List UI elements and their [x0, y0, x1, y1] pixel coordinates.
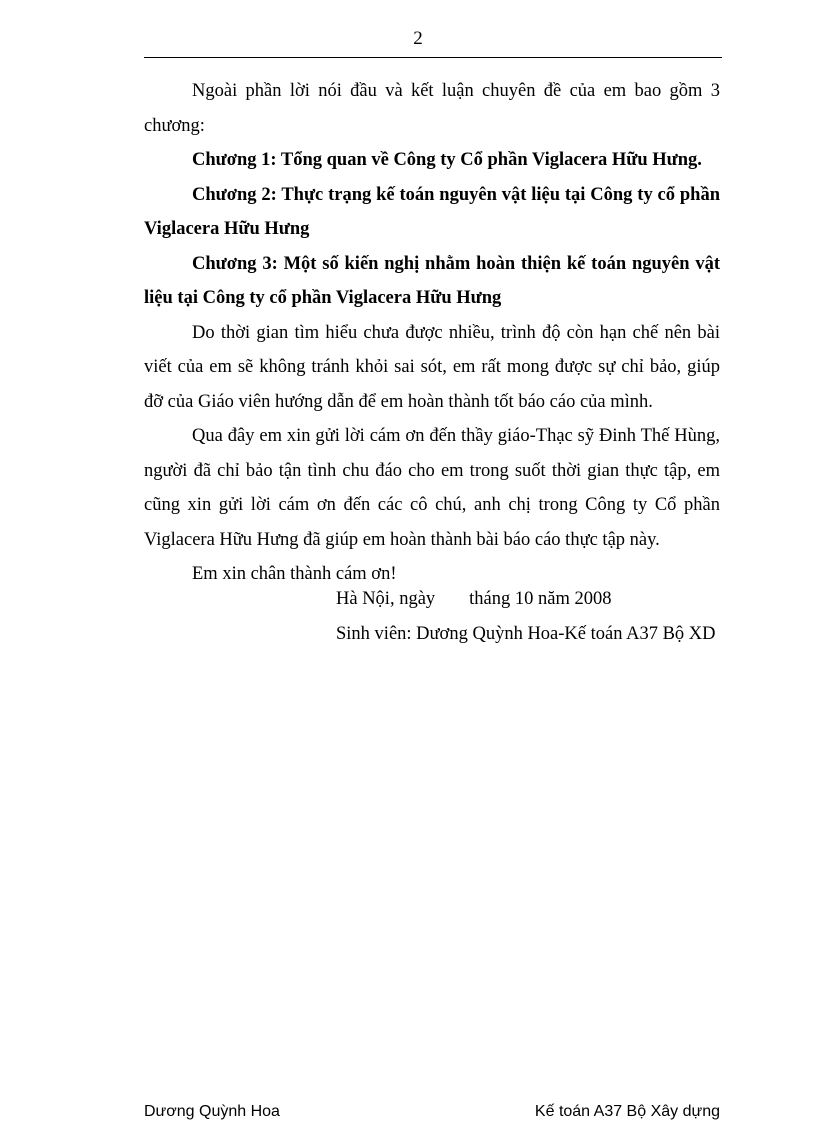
chapter-1-heading: Chương 1: Tổng quan về Công ty Cổ phần Viglacera Hữu Hưng.: [192, 150, 702, 170]
chapter-3-heading: Chương 3: Một số kiến nghị nhằm hoàn thiện kế toán nguyên vật liệu tại Công ty cổ phần Viglacera Hữu Hưng: [144, 253, 720, 308]
chapter-2-heading: Chương 2: Thực trạng kế toán nguyên vật liệu tại Công ty cổ phần Viglacera Hữu Hưng: [144, 184, 720, 239]
signature-student: Sinh viên: Dương Quỳnh Hoa-Kế toán A37 Bộ XD: [336, 624, 716, 644]
intro-paragraph: Ngoài phần lời nói đầu và kết luận chuyên đề của em bao gồm 3 chương:: [144, 81, 720, 136]
date-prefix: Hà Nội, ngày: [336, 589, 436, 609]
footer-author: Dương Quỳnh Hoa: [144, 1103, 280, 1120]
closing-line: Em xin chân thành cám ơn!: [192, 564, 397, 584]
thanks-paragraph: Qua đây em xin gửi lời cám ơn đến thầy giáo-Thạc sỹ Đinh Thế Hùng, người đã chỉ bảo tận tình chu đáo cho em trong suốt thời gian thực tập, em cũng xin gửi lời cám ơn đến các cô chú, anh chị trong Công ty Cổ phần Viglacera Hữu Hưng đã giúp em hoàn thành bài báo cáo thực tập này.: [144, 426, 720, 550]
signature-date: [336, 589, 612, 610]
header-rule: [144, 57, 722, 58]
page-number: 2: [413, 28, 423, 49]
date-suffix: tháng 10 năm 2008: [469, 589, 612, 609]
footer-class: Kế toán A37 Bộ Xây dựng: [534, 1103, 720, 1120]
limitation-paragraph: Do thời gian tìm hiểu chưa được nhiều, trình độ còn hạn chế nên bài viết của em sẽ không tránh khỏi sai sót, em rất mong được sự chỉ bảo, giúp đỡ của Giáo viên hướng dẫn để em hoàn thành tốt báo cáo của mình.: [144, 322, 720, 412]
document-body: [144, 74, 720, 592]
